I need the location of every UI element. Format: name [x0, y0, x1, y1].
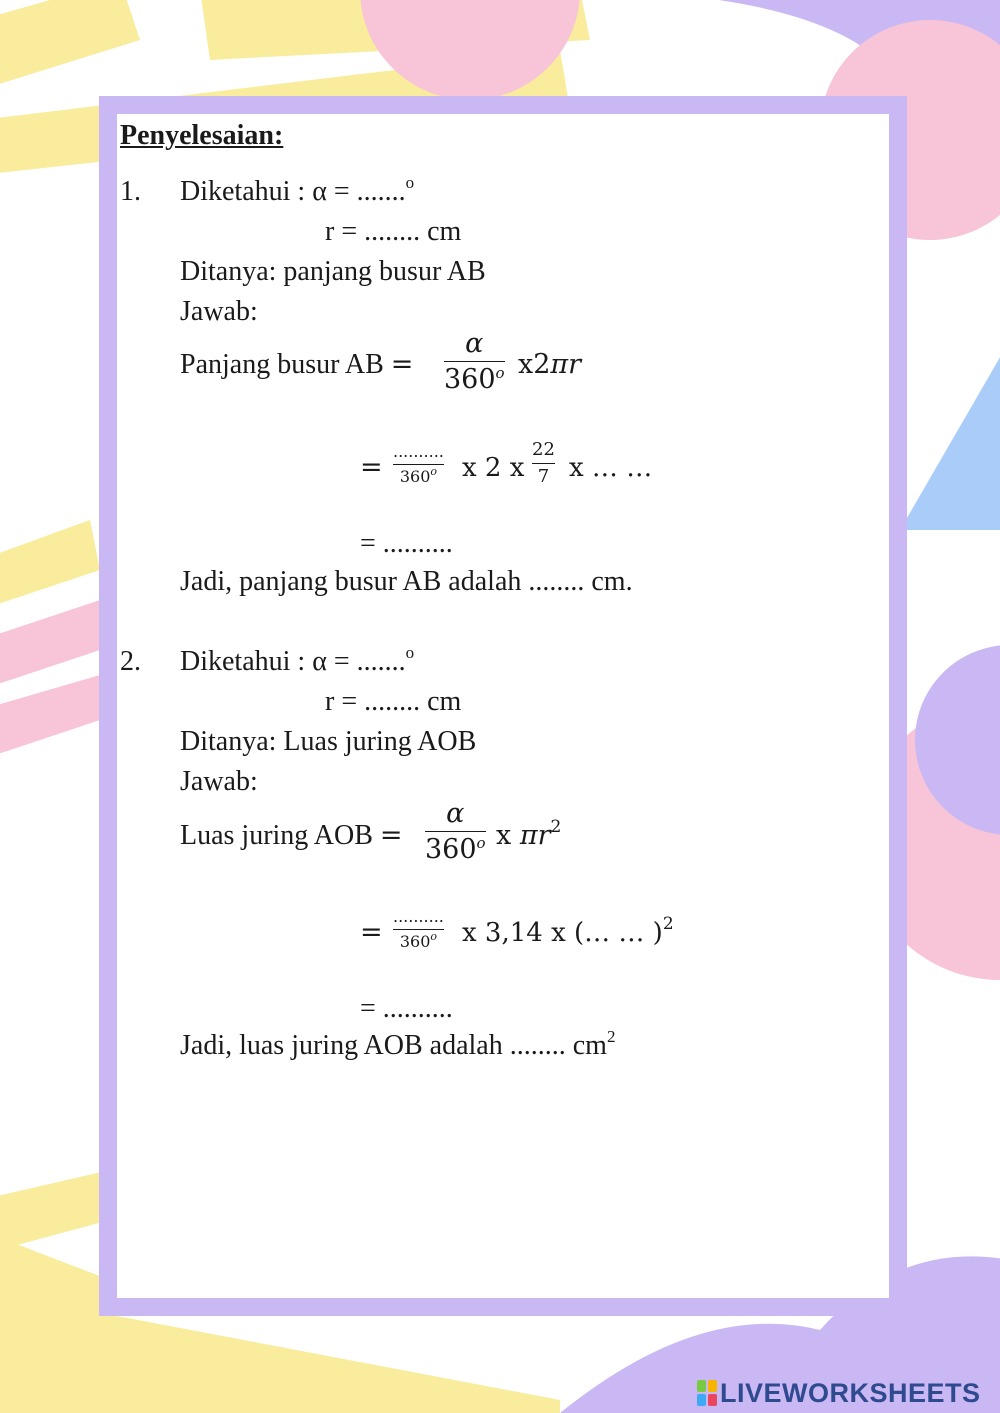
- formula-rest-italic: πr: [519, 820, 551, 851]
- conclusion-text: Jadi, luas juring AOB adalah ........ cm: [180, 1030, 607, 1061]
- problem-2-known-alpha: [180, 643, 415, 681]
- denominator-value: 360: [425, 834, 477, 865]
- fraction-7-denominator: 7: [537, 466, 550, 487]
- problem-1-step-fraction-22-7: [532, 441, 555, 486]
- problem-1-formula-label: [180, 349, 413, 381]
- problem-2-step-fraction: [393, 909, 444, 950]
- problem-1-step-end: x … …: [569, 453, 653, 483]
- problem-2-formula-rest: [496, 817, 562, 855]
- step-fraction-numerator: ..........: [393, 442, 444, 461]
- bg-stripe-pink-left-1: [0, 600, 100, 690]
- formula-label-text: Panjang busur AB: [180, 349, 384, 380]
- problem-2-step-rest: [462, 914, 674, 952]
- fraction-denominator: [425, 832, 486, 863]
- problem-1-result: = ..........: [360, 528, 453, 559]
- equals-sign: =: [379, 820, 403, 851]
- problem-2-result: = ..........: [360, 993, 453, 1024]
- step-denominator-value: 360: [399, 932, 431, 951]
- formula-rest-prefix: x2: [518, 349, 551, 380]
- step-denominator-degree: o: [430, 465, 438, 478]
- conclusion-exponent: 2: [606, 1027, 616, 1046]
- step-rest-exponent: 2: [662, 914, 674, 934]
- step-fraction-numerator: ..........: [393, 907, 444, 926]
- denominator-value: 360: [444, 364, 496, 395]
- logo-square-yellow: [708, 1380, 717, 1392]
- denominator-degree: o: [476, 834, 486, 852]
- problem-1-known-alpha: [180, 173, 415, 211]
- problem-1-formula-rest: [518, 349, 581, 381]
- bg-stripe-pink-left-2: [0, 675, 100, 760]
- brand-watermark[interactable]: LIVEWORKSHEETS: [720, 1378, 981, 1408]
- denominator-degree: o: [495, 364, 505, 382]
- problem-2-answer-label: Jawab:: [180, 766, 258, 797]
- degree-mark: o: [405, 643, 415, 662]
- bg-stripe-yellow-bottom-1: [0, 1170, 110, 1255]
- logo-square-red: [708, 1394, 717, 1406]
- formula-rest-prefix: x: [496, 820, 512, 851]
- formula-rest-italic: πr: [550, 349, 582, 380]
- formula-rest-exponent: 2: [550, 817, 562, 837]
- degree-mark: o: [405, 173, 415, 192]
- equals-sign: =: [390, 349, 414, 380]
- bg-triangle-blue: [900, 340, 1000, 530]
- fraction-numerator: α: [446, 798, 465, 829]
- problem-1-step-fraction: [393, 444, 444, 485]
- problem-2-formula-fraction: [425, 800, 486, 863]
- problem-1-number: 1.: [120, 176, 141, 207]
- known-alpha-text: Diketahui : α = .......: [180, 646, 406, 677]
- step-fraction-denominator: [400, 465, 437, 485]
- step-fraction-denominator: [400, 930, 437, 950]
- step-denominator-degree: o: [430, 930, 438, 943]
- bg-stripe-yellow-left: [0, 520, 100, 610]
- page-title: Penyelesaian:: [120, 120, 284, 151]
- problem-2-conclusion: [180, 1027, 616, 1065]
- fraction-numerator: α: [465, 328, 484, 359]
- problem-2-step-equals: =: [360, 917, 383, 948]
- problem-2-number: 2.: [120, 646, 141, 677]
- problem-1-conclusion: Jadi, panjang busur AB adalah ........ cm.: [180, 566, 633, 597]
- problem-1-asked: Ditanya: panjang busur AB: [180, 256, 486, 287]
- problem-2-known-radius: r = ........ cm: [325, 686, 462, 717]
- step-rest-text: x 3,14 x (… … ): [462, 918, 663, 948]
- problem-1-answer-label: Jawab:: [180, 296, 258, 327]
- problem-2-asked: Ditanya: Luas juring AOB: [180, 726, 477, 757]
- problem-1-step-equals: =: [360, 452, 383, 483]
- liveworksheets-logo-icon: [697, 1380, 717, 1406]
- fraction-denominator: [444, 362, 505, 393]
- problem-1-formula-fraction: [444, 330, 505, 393]
- fraction-22-numerator: 22: [532, 439, 555, 460]
- worksheet-card: [117, 114, 889, 1298]
- problem-1-step-mid: x 2 x: [462, 453, 525, 483]
- known-alpha-text: Diketahui : α = .......: [180, 176, 406, 207]
- problem-1-known-radius: r = ........ cm: [325, 216, 462, 247]
- logo-square-blue: [697, 1394, 706, 1406]
- problem-2-formula-label: [180, 820, 403, 852]
- logo-square-green: [697, 1380, 706, 1392]
- step-denominator-value: 360: [399, 467, 431, 486]
- bg-stripe-yellow-1: [0, 0, 140, 90]
- formula-label-text: Luas juring AOB: [180, 820, 373, 851]
